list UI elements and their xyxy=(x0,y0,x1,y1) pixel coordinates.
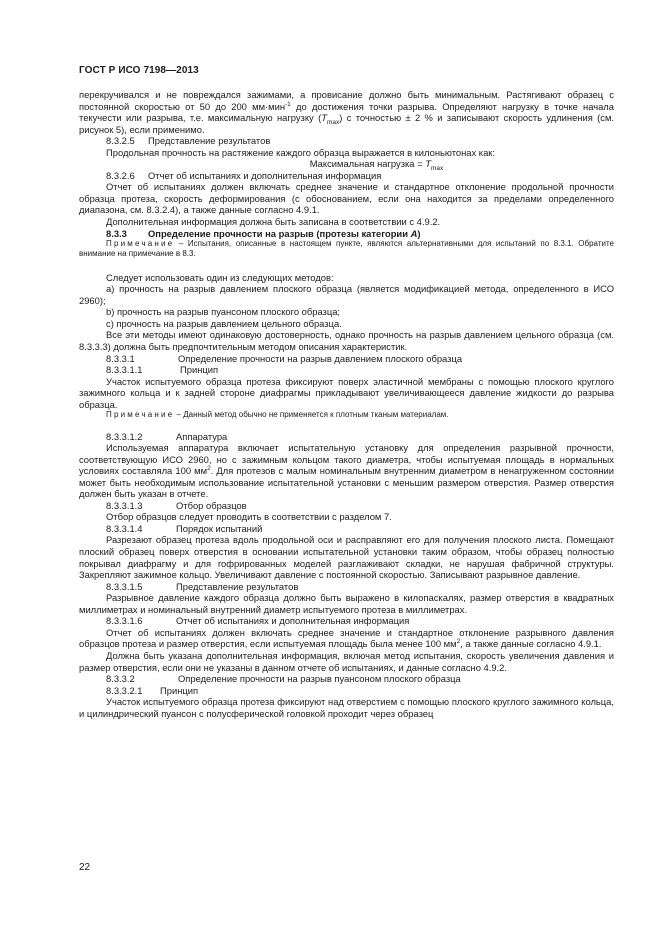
list-item-c: с) прочность на разрыв давлением цельного образца. xyxy=(106,317,342,329)
paragraph-report: Отчет об испытаниях должен включать среднее значение и стандартное отклонение продольной прочности образца протеза, скорость деформирования (с обоснованием, если она находится за пределами определенного диапазона, см. 8.3.2.4), а также данные согласно 4.9.1. xyxy=(79,181,614,216)
formula: Максимальная нагрузка = $T_{max}$ xyxy=(309,158,444,173)
section-8-3-3-2-1-heading: 8.3.3.2.1 Принцип xyxy=(106,684,199,696)
section-8-3-3-1-3-heading: 8.3.3.1.3 Отбор образцов xyxy=(106,499,247,511)
section-8-3-2-6-heading: 8.3.2.6 Отчет об испытаниях и дополнительная информация xyxy=(106,169,382,181)
paragraph-test-procedure: Разрезают образец протеза вдоль продольной оси и расправляют его для получения плоского листа. Помещают плоский образец поверх отверстия в основании испытательной установки таким образом, чтобы образец полностью покрывал диафрагму и для гофрированных моделей разглаживают складки, не нарушая фабричной структуры. Закрепляют зажимное кольцо. Увеличивают давление с постоянной скоростью. Записывают разрывное давление. xyxy=(79,534,614,581)
paragraph-methods-intro: Следует использовать один из следующих методов: xyxy=(106,271,334,283)
page-number: 22 xyxy=(79,862,91,873)
paragraph-test-report: Отчет об испытаниях должен включать среднее значение и стандартное отклонение разрывного давления образцов протеза и размер отверстия, если испытуемая площадь была менее 100 $мм^2$, а также данные согласно 4.9.1. xyxy=(79,626,614,650)
note-alternative-tests: Примечание – Испытания, описанные в настоящем пункте, являются альтернативными для испытаний по 8.3.1. Обратите внимание на примечание в 8.3. xyxy=(79,239,614,259)
paragraph-results: Разрывное давление каждого образца должно быть выражено в килопаскалях, размер отверстия в квадратных миллиметрах и номинальный внутренний диаметр испытуемого протеза в миллиметрах. xyxy=(79,592,614,615)
section-8-3-3-1-5-heading: 8.3.3.1.5 Представление результатов xyxy=(106,580,299,592)
paragraph-sampling: Отбор образцов следует проводить в соответствии с разделом 7. xyxy=(106,511,392,523)
paragraph-methods-validity: Все эти методы имеют одинаковую достоверность, однако прочность на разрыв давлением цельного образца (см. 8.3.3.3) должна быть предпочтительным методом описания характеристик. xyxy=(79,329,614,352)
section-8-3-2-5-heading: 8.3.2.5 Представление результатов xyxy=(106,135,271,147)
paragraph-principle: Участок испытуемого образца протеза фиксируют поверх эластичной мембраны с помощью плоского круглого зажимного кольца и к задней стороне диафрагмы прикладывают увеличивающееся давление жидкости до разрыва образца. xyxy=(79,375,614,410)
paragraph-expression: Продольная прочность на растяжение каждого образца выражается в килоньютонах как: xyxy=(106,146,496,158)
section-8-3-3-2-heading: 8.3.3.2 Определение прочности на разрыв пуансоном плоского образца xyxy=(106,673,461,685)
paragraph-tensile-procedure: перекручивался и не повреждался зажимами, а провисание должно быть минимальным. Растягивают образец с постоянной скоростью от 50 до 200 мм·мин$^{-1}$ до достижения точки разрыва. Определяют нагрузку в точке начала текучести или разрыва, т.е. максимальную нагрузку $(T_{max})$ с точностью ± 2 % и записывают скорость удлинения (см. рисунок 5), если применимо. xyxy=(79,89,614,135)
page-header: ГОСТ Р ИСО 7198—2013 xyxy=(79,65,199,76)
list-item-a: а) прочность на разрыв давлением плоского образца (является модификацией метода, определенного в ИСО 2960); xyxy=(79,283,614,306)
list-item-b: b) прочность на разрыв пуансоном плоского образца; xyxy=(106,306,341,318)
paragraph-apparatus: Используемая аппаратура включает испытательную установку для определения разрывной прочности, соответствующую ИСО 2960, но с зажимным кольцом такого диаметра, чтобы испытуемая площадь в нормальных условиях составляла 100 $мм^2$. Для протезов с малым номинальным внутренним диаметром в ненагруженном состоянии может быть необходимым использование испытательной установки с меньшим размером отверстия. Размер отверстия должен быть указан в отчете. xyxy=(79,442,614,500)
section-8-3-3-1-4-heading: 8.3.3.1.4 Порядок испытаний xyxy=(106,522,263,534)
section-8-3-3-1-heading: 8.3.3.1 Определение прочности на разрыв давлением плоского образца xyxy=(106,352,463,364)
paragraph-additional-details: Должна быть указана дополнительная информация, включая метод испытания, скорость увеличения давления и размер отверстия, если они не указаны в данном отчете об испытаниях, и данные согласно 4.9.2. xyxy=(79,649,614,673)
section-8-3-3-heading: 8.3.3 Определение прочности на разрыв (протезы категории А) xyxy=(106,227,421,239)
paragraph-additional-info: Дополнительная информация должна быть записана в соответствии с 4.9.2. xyxy=(106,216,441,228)
paragraph-punch-principle: Участок испытуемого образца протеза фиксируют над отверстием с помощью плоского круглого зажимного кольца, и цилиндрический пуансон с полусферической головкой проходит через образец xyxy=(79,696,614,719)
section-8-3-3-1-6-heading: 8.3.3.1.6 Отчет об испытаниях и дополнительная информация xyxy=(106,615,410,627)
section-8-3-3-1-1-heading: 8.3.3.1.1 Принцип xyxy=(106,364,219,376)
section-8-3-3-1-2-heading: 8.3.3.1.2 Аппаратура xyxy=(106,430,228,442)
document-body xyxy=(79,89,614,719)
note-woven-materials: Примечание – Данный метод обычно не применяется к плотным тканым материалам. xyxy=(106,410,449,420)
